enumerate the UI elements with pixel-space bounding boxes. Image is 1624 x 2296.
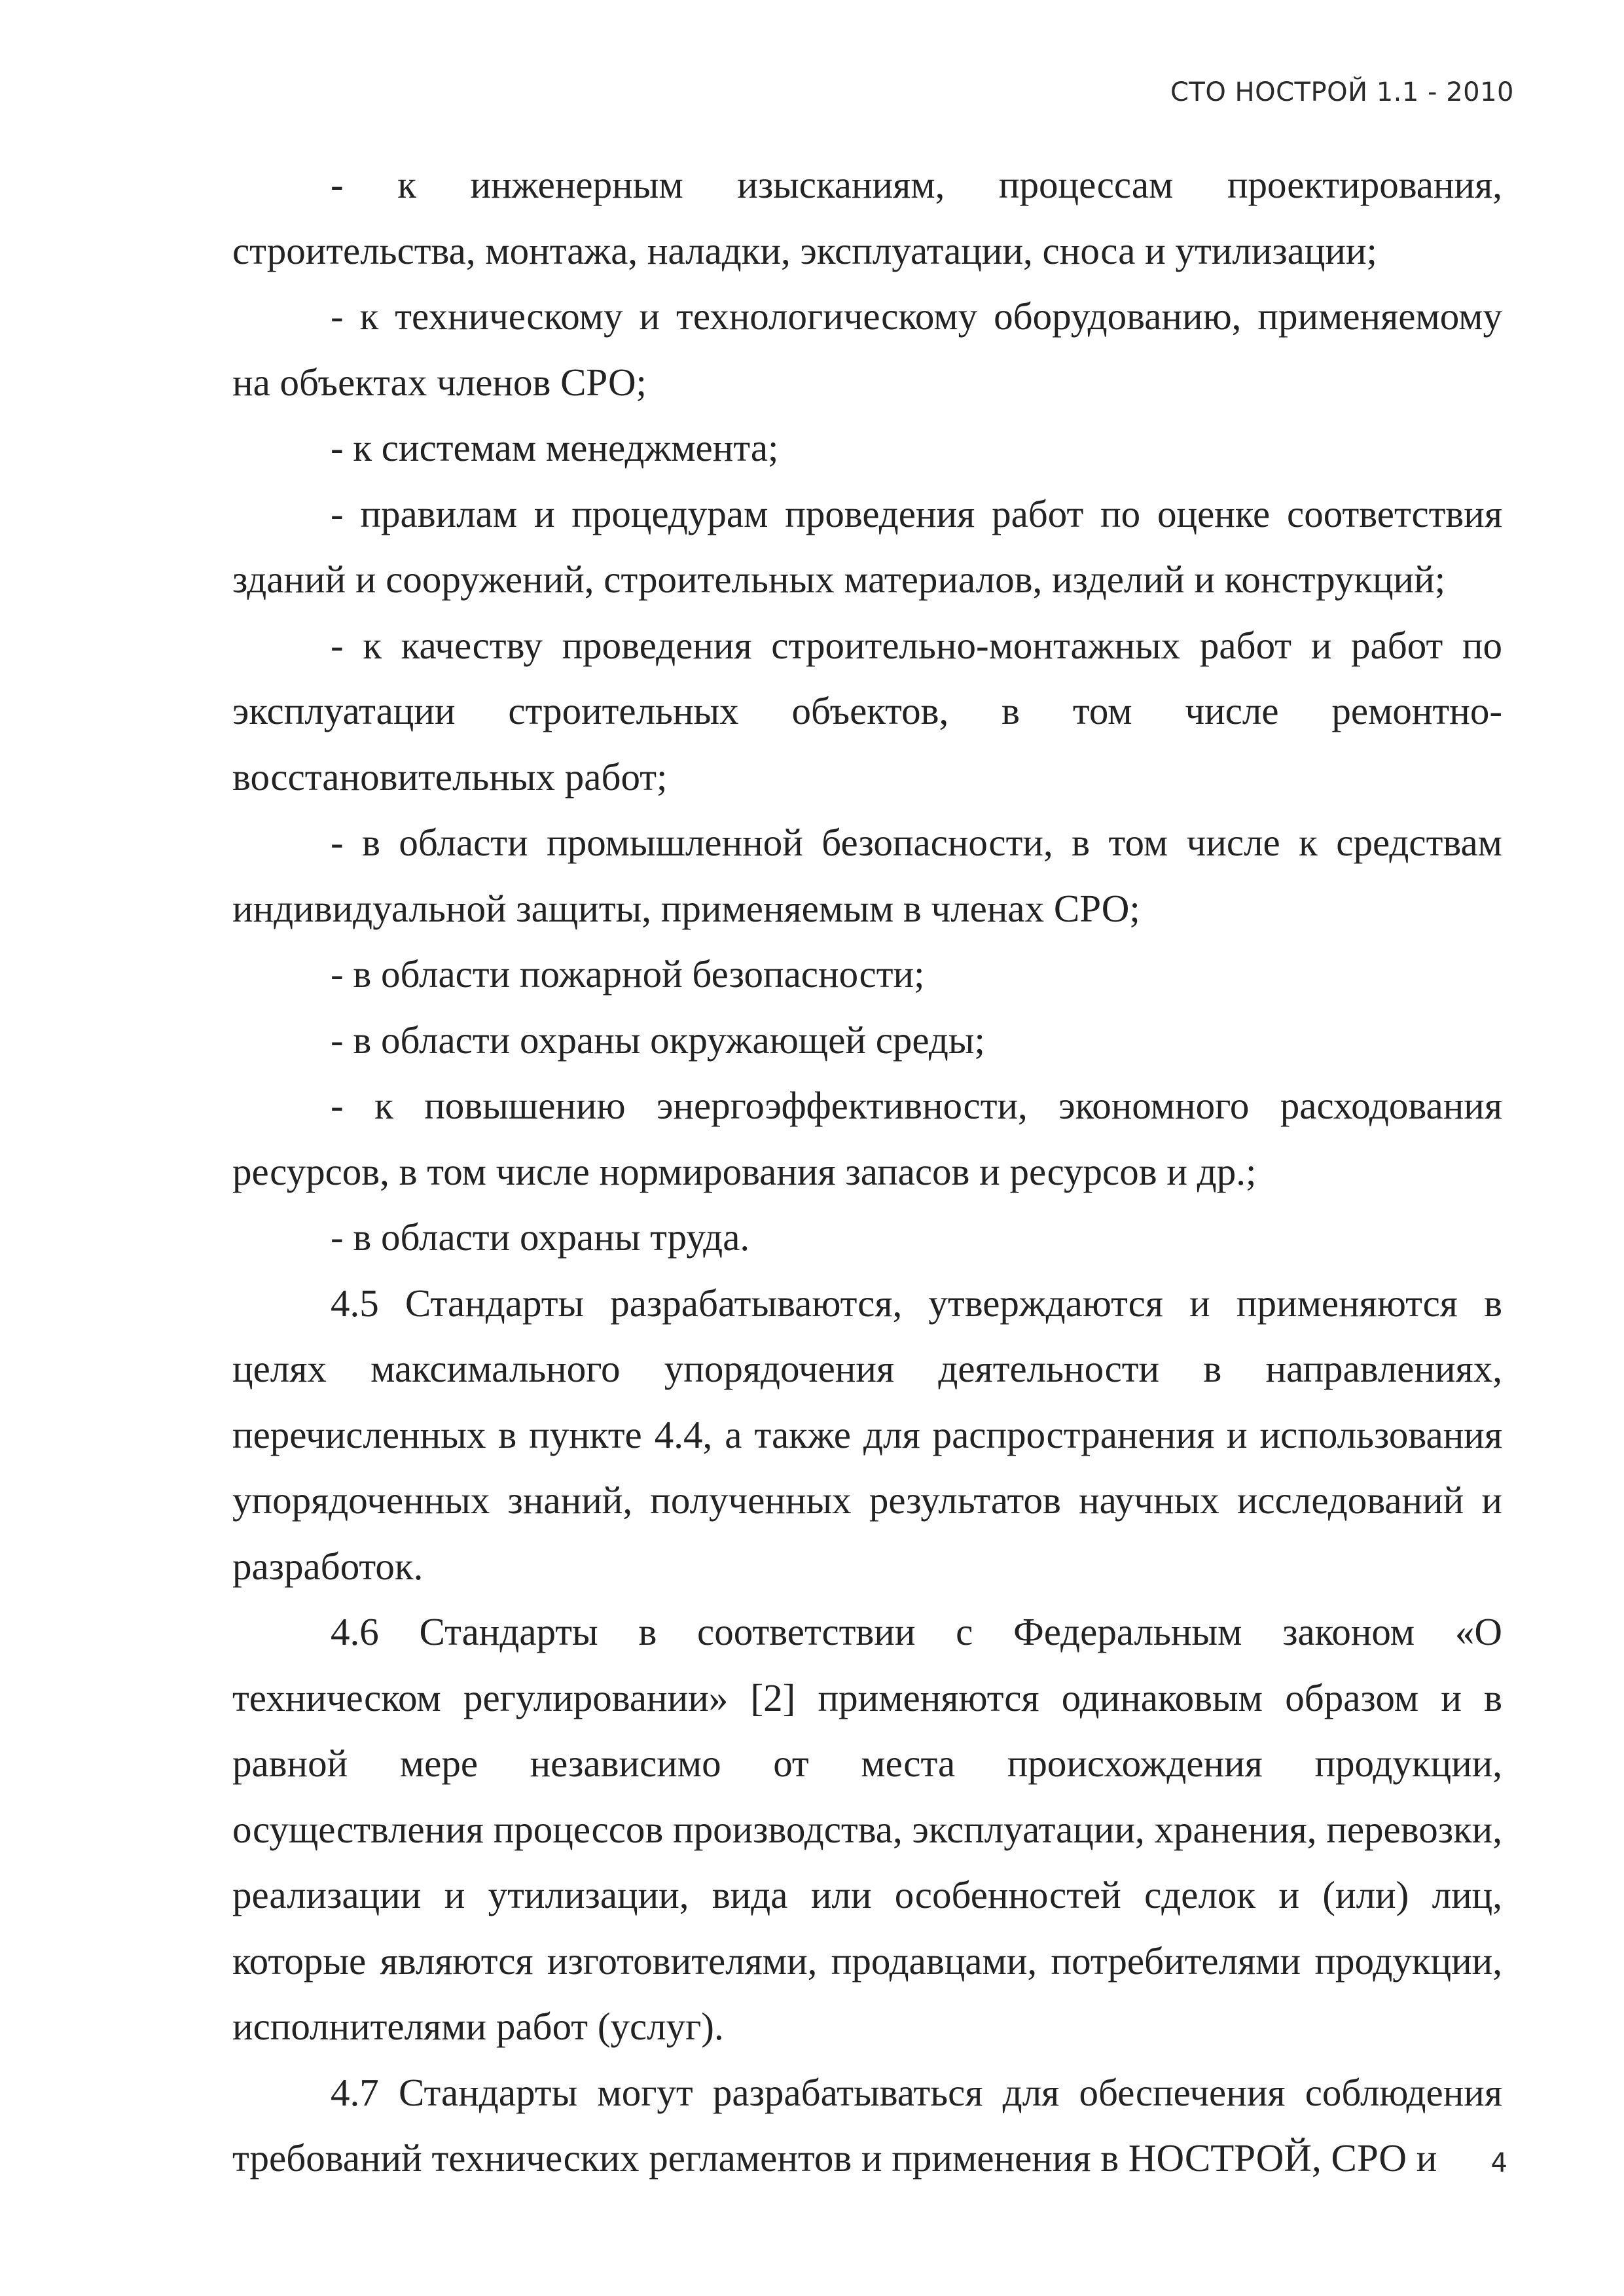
paragraph-4-5: 4.5 Стандарты разрабатываются, утверждаются и применяются в целях максимального упорядочения деятельности в направлениях, перечисленных в пункте 4.4, а также для распространения и использования упорядоченных знаний, полученных результатов научных исследований и разработок. <box>232 1281 1502 1588</box>
list-item-equipment: - к техническому и технологическому оборудованию, применяемому на объектах членов СРО; <box>232 295 1502 404</box>
list-item-management-systems: - к системам менеджмента; <box>331 426 779 469</box>
list-item-energy-efficiency: - к повышению энергоэффективности, экономного расходования ресурсов, в том числе нормирования запасов и ресурсов и др.; <box>232 1084 1502 1193</box>
paragraph-4-6: 4.6 Стандарты в соответствии с Федеральным законом «О техническом регулировании» [2] применяются одинаковым образом и в равной мере независимо от места происхождения продукции, осуществления процессов производства, эксплуатации, хранения, перевозки, реализации и утилизации, вида или особенностей сделок и (или) лиц, которые являются изготовителями, продавцами, потребителями продукции, исполнителями работ (услуг). <box>232 1610 1502 2048</box>
list-item-fire-safety: - в области пожарной безопасности; <box>331 952 925 996</box>
list-item-surveys: - к инженерным изысканиям, процессам проектирования, строительства, монтажа, наладки, эксплуатации, сноса и утилизации; <box>232 163 1502 272</box>
running-header: СТО НОСТРОЙ 1.1 - 2010 <box>1170 77 1514 107</box>
list-item-labor-protection: - в области охраны труда. <box>331 1215 750 1259</box>
body-text <box>232 152 1502 2191</box>
list-item-environment: - в области охраны окружающей среды; <box>331 1018 985 1062</box>
page-number: 4 <box>1490 2148 1507 2178</box>
paragraph-4-7: 4.7 Стандарты могут разрабатываться для обеспечения соблюдения требований технических регламентов и применения в НОСТРОЙ, СРО и <box>232 2070 1502 2179</box>
list-item-industrial-safety: - в области промышленной безопасности, в том числе к средствам индивидуальной защиты, применяемым в членах СРО; <box>232 821 1502 930</box>
list-item-conformity-assessment: - правилам и процедурам проведения работ по оценке соответствия зданий и сооружений, строительных материалов, изделий и конструкций; <box>232 492 1502 601</box>
list-item-construction-quality: - к качеству проведения строительно-монтажных работ и работ по эксплуатации строительных объектов, в том числе ремонтно-восстановительных работ; <box>232 623 1502 798</box>
